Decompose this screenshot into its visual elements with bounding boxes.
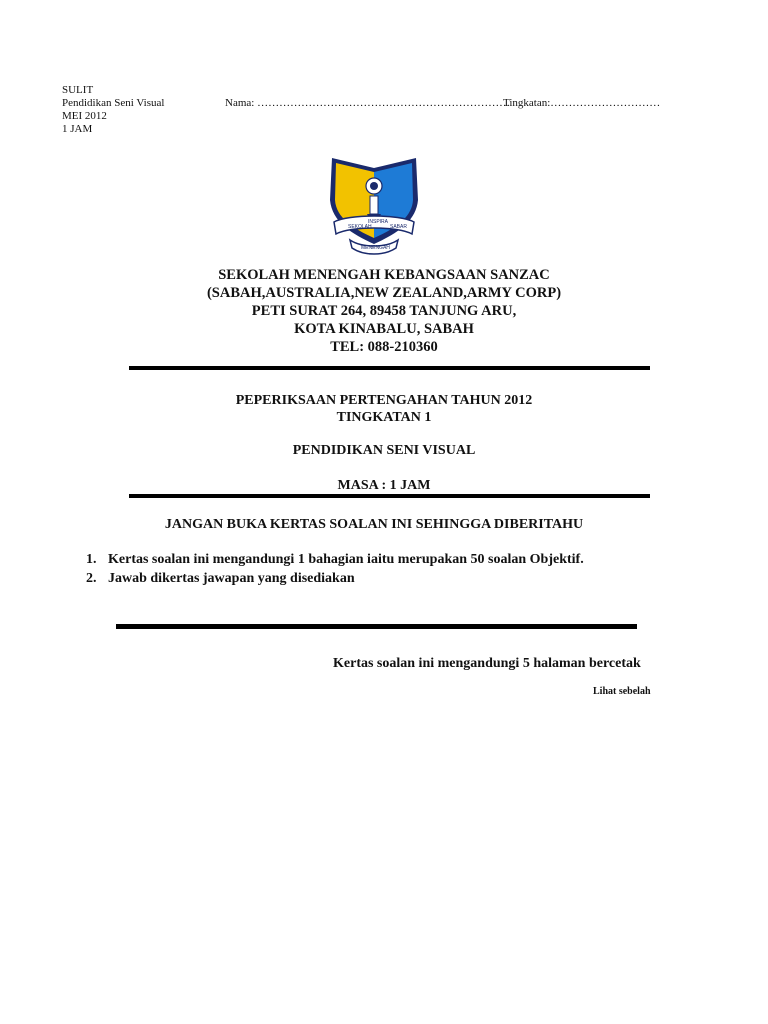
school-address1: PETI SURAT 264, 89458 TANJUNG ARU, (251, 303, 517, 319)
crest-motto-left: SEKOLAH (348, 224, 372, 230)
school-tel: TEL: 088-210360 (330, 339, 438, 355)
name-dots: …………………………………………………………… (257, 97, 511, 109)
form-dots: ………………………… (550, 97, 661, 109)
crest-motto-center: INSPIRA (368, 219, 389, 225)
header-date: MEI 2012 (62, 110, 107, 122)
header-duration: 1 JAM (62, 123, 93, 135)
instructions-list (86, 550, 584, 588)
instruction-number: 1. (86, 552, 97, 567)
header-subject: Pendidikan Seni Visual (62, 97, 165, 109)
instruction-number: 2. (86, 571, 97, 586)
form-label: Tingkatan: (503, 97, 551, 109)
warning-text: JANGAN BUKA KERTAS SOALAN INI SEHINGGA DIBERITAHU (164, 517, 584, 532)
exam-time: MASA : 1 JAM (337, 478, 431, 493)
exam-level: TINGKATAN 1 (336, 410, 432, 425)
school-name: SEKOLAH MENENGAH KEBANGSAAN SANZAC (218, 267, 550, 283)
turn-over-note: Lihat sebelah (593, 686, 651, 697)
pages-note: Kertas soalan ini mengandungi 5 halaman bercetak (333, 656, 641, 671)
exam-subject: PENDIDIKAN SENI VISUAL (292, 443, 476, 458)
instruction-text: Kertas soalan ini mengandungi 1 bahagian iaitu merupakan 50 soalan Objektif. (108, 552, 584, 567)
divider-rule-2 (129, 494, 650, 498)
school-line2: (SABAH,AUSTRALIA,NEW ZEALAND,ARMY CORP) (206, 285, 562, 301)
instruction-item (86, 550, 584, 569)
form-field (503, 97, 660, 110)
school-crest-logo (326, 152, 422, 262)
crest-banner-text: MENENGAH (361, 245, 390, 251)
crest-motto-right: SABAR (390, 224, 407, 230)
exam-title: PEPERIKSAAN PERTENGAHAN TAHUN 2012 (235, 393, 533, 408)
name-field (225, 97, 510, 110)
instruction-text: Jawab dikertas jawapan yang disediakan (108, 571, 355, 586)
instruction-item (86, 569, 584, 588)
school-address2: KOTA KINABALU, SABAH (294, 321, 474, 337)
name-label: Nama: (225, 97, 255, 109)
divider-rule-3 (116, 624, 637, 629)
divider-rule-1 (129, 366, 650, 370)
header-status: SULIT (62, 84, 94, 96)
